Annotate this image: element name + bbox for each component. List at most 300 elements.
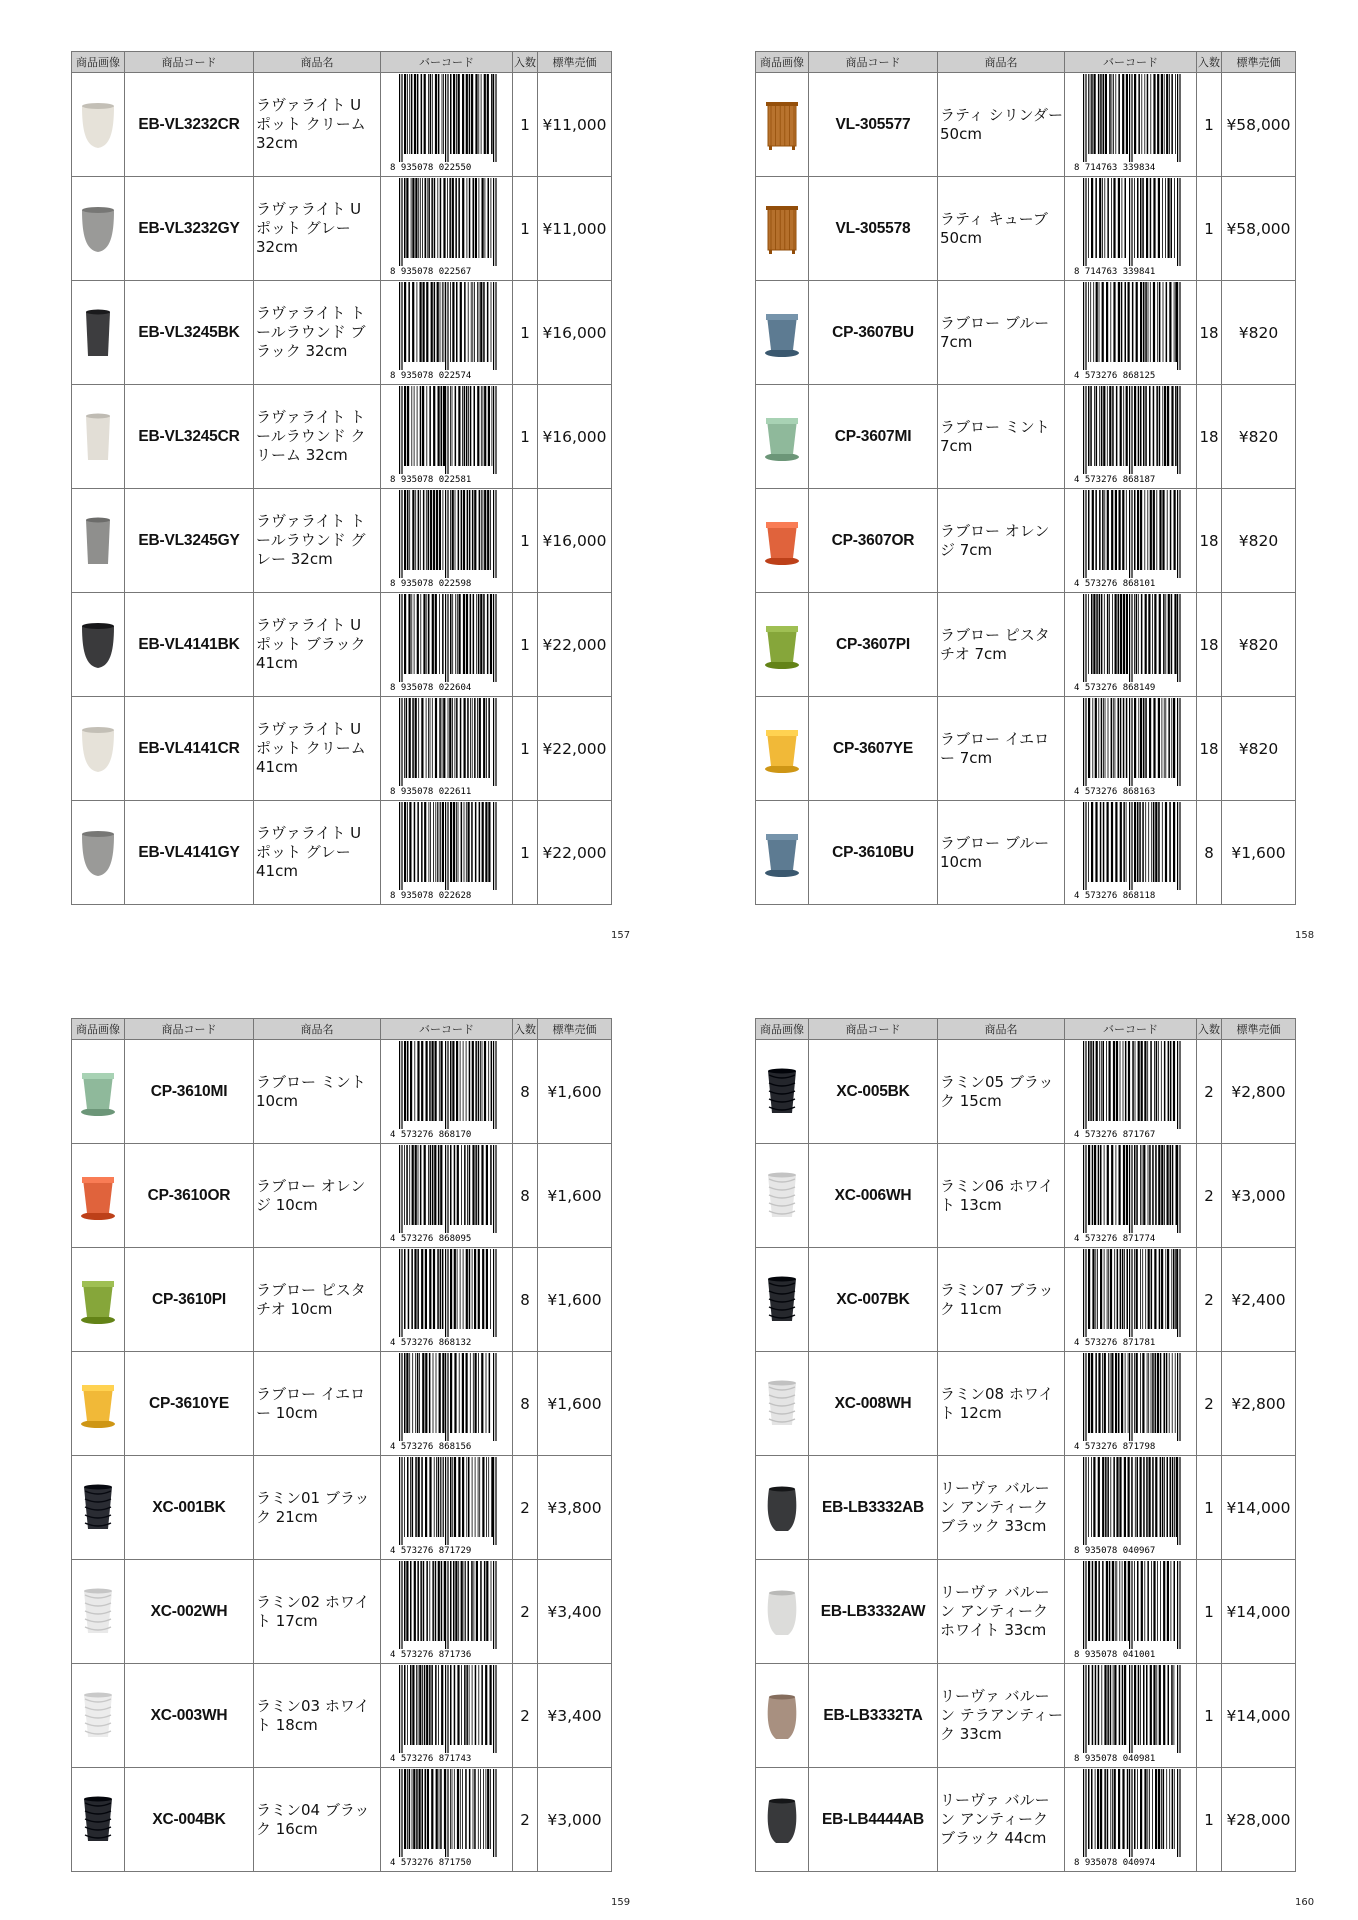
barcode bbox=[388, 1249, 506, 1347]
product-code: CP-3610MI bbox=[125, 1040, 254, 1144]
header-price: 標準売価 bbox=[538, 52, 612, 73]
product-image bbox=[76, 1585, 120, 1639]
product-image-cell bbox=[756, 1352, 809, 1456]
product-image-cell bbox=[72, 697, 125, 801]
product-image-cell bbox=[756, 801, 809, 905]
product-image-cell bbox=[756, 1248, 809, 1352]
product-image bbox=[76, 98, 120, 152]
product-image bbox=[760, 202, 804, 256]
barcode bbox=[1072, 1353, 1190, 1451]
standard-price: ¥14,000 bbox=[1222, 1664, 1296, 1768]
barcode-number: 8 935078 022604 bbox=[389, 682, 471, 692]
product-name: ラブロー ブルー 10cm bbox=[938, 801, 1065, 905]
product-code: CP-3607MI bbox=[809, 385, 938, 489]
header-price: 標準売価 bbox=[1222, 52, 1296, 73]
product-image-cell bbox=[72, 281, 125, 385]
barcode-cell bbox=[1065, 177, 1197, 281]
pack-quantity: 8 bbox=[513, 1352, 538, 1456]
page-number: 157 bbox=[611, 930, 631, 941]
product-image-cell bbox=[72, 1144, 125, 1248]
header-qty: 入数 bbox=[513, 1019, 538, 1040]
table-row bbox=[756, 177, 1296, 281]
barcode-number: 4 573276 871750 bbox=[389, 1857, 471, 1867]
barcode-number: 4 573276 871781 bbox=[1073, 1337, 1155, 1347]
product-name: ラヴァライト トールラウンド グレー 32cm bbox=[254, 489, 381, 593]
table-row bbox=[756, 385, 1296, 489]
product-image bbox=[76, 202, 120, 256]
barcode-cell bbox=[1065, 697, 1197, 801]
barcode-number: 4 573276 871736 bbox=[389, 1649, 471, 1659]
barcode bbox=[1072, 1457, 1190, 1555]
product-code: EB-LB3332TA bbox=[809, 1664, 938, 1768]
barcode-cell bbox=[381, 281, 513, 385]
product-code: XC-005BK bbox=[809, 1040, 938, 1144]
barcode-cell bbox=[1065, 489, 1197, 593]
standard-price: ¥820 bbox=[1222, 697, 1296, 801]
barcode-number: 4 573276 871729 bbox=[389, 1545, 471, 1555]
header-image: 商品画像 bbox=[756, 1019, 809, 1040]
standard-price: ¥11,000 bbox=[538, 73, 612, 177]
table-row bbox=[756, 73, 1296, 177]
table-row bbox=[72, 593, 612, 697]
barcode-cell bbox=[381, 801, 513, 905]
product-image bbox=[760, 1689, 804, 1743]
table-row bbox=[72, 697, 612, 801]
header-code: 商品コード bbox=[125, 1019, 254, 1040]
pack-quantity: 1 bbox=[1197, 1768, 1222, 1872]
product-code: CP-3610PI bbox=[125, 1248, 254, 1352]
product-image-cell bbox=[756, 1144, 809, 1248]
product-name: ラヴァライト U ポット クリーム 41cm bbox=[254, 697, 381, 801]
table-row bbox=[72, 1144, 612, 1248]
table-row bbox=[72, 1040, 612, 1144]
product-table bbox=[755, 51, 1296, 905]
product-image bbox=[76, 1169, 120, 1223]
product-image-cell bbox=[72, 177, 125, 281]
table-row bbox=[72, 489, 612, 593]
standard-price: ¥16,000 bbox=[538, 385, 612, 489]
header-price: 標準売価 bbox=[538, 1019, 612, 1040]
product-image bbox=[76, 514, 120, 568]
table-row bbox=[72, 177, 612, 281]
barcode bbox=[1072, 74, 1190, 172]
barcode-cell bbox=[1065, 801, 1197, 905]
standard-price: ¥16,000 bbox=[538, 489, 612, 593]
barcode bbox=[388, 1665, 506, 1763]
product-image-cell bbox=[72, 1352, 125, 1456]
barcode-cell bbox=[1065, 73, 1197, 177]
header-code: 商品コード bbox=[809, 1019, 938, 1040]
standard-price: ¥3,400 bbox=[538, 1664, 612, 1768]
header-qty: 入数 bbox=[1197, 52, 1222, 73]
table-row bbox=[756, 1352, 1296, 1456]
header-price: 標準売価 bbox=[1222, 1019, 1296, 1040]
pack-quantity: 2 bbox=[513, 1664, 538, 1768]
pack-quantity: 1 bbox=[513, 385, 538, 489]
standard-price: ¥2,400 bbox=[1222, 1248, 1296, 1352]
barcode bbox=[388, 698, 506, 796]
product-code: EB-VL3245BK bbox=[125, 281, 254, 385]
table-row bbox=[756, 489, 1296, 593]
barcode-number: 4 573276 871798 bbox=[1073, 1441, 1155, 1451]
pack-quantity: 1 bbox=[513, 489, 538, 593]
product-image bbox=[760, 1169, 804, 1223]
product-image-cell bbox=[756, 489, 809, 593]
product-image-cell bbox=[72, 1768, 125, 1872]
barcode-number: 8 935078 022567 bbox=[389, 266, 471, 276]
product-image-cell bbox=[72, 1560, 125, 1664]
product-code: XC-002WH bbox=[125, 1560, 254, 1664]
barcode-cell bbox=[1065, 1144, 1197, 1248]
product-name: ラブロー ミント 7cm bbox=[938, 385, 1065, 489]
header-barcode: バーコード bbox=[1065, 1019, 1197, 1040]
product-image bbox=[760, 306, 804, 360]
product-image-cell bbox=[72, 489, 125, 593]
page-number: 160 bbox=[1295, 1897, 1315, 1908]
barcode-cell bbox=[1065, 1768, 1197, 1872]
catalog-page bbox=[755, 51, 1295, 905]
product-image-cell bbox=[756, 177, 809, 281]
standard-price: ¥1,600 bbox=[538, 1248, 612, 1352]
product-name: ラヴァライト トールラウンド ブラック 32cm bbox=[254, 281, 381, 385]
barcode bbox=[388, 1769, 506, 1867]
page-number: 158 bbox=[1295, 930, 1315, 941]
barcode-number: 8 935078 022574 bbox=[389, 370, 471, 380]
product-image-cell bbox=[756, 1560, 809, 1664]
product-code: EB-VL4141GY bbox=[125, 801, 254, 905]
pack-quantity: 18 bbox=[1197, 489, 1222, 593]
header-qty: 入数 bbox=[513, 52, 538, 73]
barcode-cell bbox=[381, 1040, 513, 1144]
product-image bbox=[760, 1065, 804, 1119]
barcode-number: 8 714763 339834 bbox=[1073, 162, 1155, 172]
product-code: EB-VL3232CR bbox=[125, 73, 254, 177]
header-name: 商品名 bbox=[938, 1019, 1065, 1040]
barcode-number: 8 714763 339841 bbox=[1073, 266, 1155, 276]
barcode bbox=[1072, 1561, 1190, 1659]
pack-quantity: 8 bbox=[513, 1040, 538, 1144]
product-code: XC-004BK bbox=[125, 1768, 254, 1872]
barcode-number: 4 573276 871774 bbox=[1073, 1233, 1155, 1243]
product-code: EB-VL3232GY bbox=[125, 177, 254, 281]
barcode-cell bbox=[381, 1560, 513, 1664]
product-name: ラミン06 ホワイト 13cm bbox=[938, 1144, 1065, 1248]
barcode-cell bbox=[381, 1144, 513, 1248]
barcode-number: 8 935078 022581 bbox=[389, 474, 471, 484]
product-image-cell bbox=[72, 801, 125, 905]
barcode bbox=[1072, 1249, 1190, 1347]
product-name: リーヴァ バルーン アンティーク ホワイト 33cm bbox=[938, 1560, 1065, 1664]
table-header-row bbox=[72, 1019, 612, 1040]
standard-price: ¥1,600 bbox=[538, 1352, 612, 1456]
standard-price: ¥820 bbox=[1222, 489, 1296, 593]
barcode bbox=[1072, 594, 1190, 692]
pack-quantity: 1 bbox=[513, 697, 538, 801]
product-name: ラミン05 ブラック 15cm bbox=[938, 1040, 1065, 1144]
header-code: 商品コード bbox=[809, 52, 938, 73]
barcode bbox=[388, 1561, 506, 1659]
product-name: ラブロー オレンジ 10cm bbox=[254, 1144, 381, 1248]
barcode-number: 4 573276 868170 bbox=[389, 1129, 471, 1139]
barcode-number: 8 935078 022598 bbox=[389, 578, 471, 588]
table-row bbox=[72, 801, 612, 905]
standard-price: ¥14,000 bbox=[1222, 1456, 1296, 1560]
header-image: 商品画像 bbox=[72, 52, 125, 73]
product-code: EB-VL3245GY bbox=[125, 489, 254, 593]
standard-price: ¥58,000 bbox=[1222, 73, 1296, 177]
product-image bbox=[76, 1065, 120, 1119]
table-row bbox=[756, 1144, 1296, 1248]
header-name: 商品名 bbox=[254, 1019, 381, 1040]
standard-price: ¥22,000 bbox=[538, 697, 612, 801]
product-code: XC-001BK bbox=[125, 1456, 254, 1560]
product-image-cell bbox=[72, 1456, 125, 1560]
product-name: ラブロー ピスタチオ 10cm bbox=[254, 1248, 381, 1352]
standard-price: ¥820 bbox=[1222, 593, 1296, 697]
barcode-number: 8 935078 040974 bbox=[1073, 1857, 1155, 1867]
barcode-number: 4 573276 868132 bbox=[389, 1337, 471, 1347]
product-image bbox=[76, 410, 120, 464]
standard-price: ¥1,600 bbox=[538, 1144, 612, 1248]
table-row bbox=[756, 1248, 1296, 1352]
product-image-cell bbox=[72, 1664, 125, 1768]
table-row bbox=[756, 1456, 1296, 1560]
product-image-cell bbox=[756, 73, 809, 177]
standard-price: ¥22,000 bbox=[538, 593, 612, 697]
header-name: 商品名 bbox=[254, 52, 381, 73]
table-body bbox=[72, 73, 612, 905]
standard-price: ¥11,000 bbox=[538, 177, 612, 281]
product-code: EB-LB4444AB bbox=[809, 1768, 938, 1872]
standard-price: ¥16,000 bbox=[538, 281, 612, 385]
barcode-number: 8 935078 041001 bbox=[1073, 1649, 1155, 1659]
pack-quantity: 1 bbox=[1197, 1560, 1222, 1664]
pack-quantity: 1 bbox=[1197, 1664, 1222, 1768]
product-image bbox=[760, 1377, 804, 1431]
barcode-cell bbox=[1065, 1040, 1197, 1144]
standard-price: ¥1,600 bbox=[1222, 801, 1296, 905]
product-name: ラブロー イエロー 7cm bbox=[938, 697, 1065, 801]
table-row bbox=[756, 801, 1296, 905]
product-table bbox=[71, 1018, 612, 1872]
product-code: EB-VL4141CR bbox=[125, 697, 254, 801]
header-code: 商品コード bbox=[125, 52, 254, 73]
product-name: ラブロー ブルー 7cm bbox=[938, 281, 1065, 385]
barcode-number: 4 573276 868187 bbox=[1073, 474, 1155, 484]
catalog-page bbox=[71, 51, 611, 905]
product-code: CP-3610BU bbox=[809, 801, 938, 905]
standard-price: ¥22,000 bbox=[538, 801, 612, 905]
product-image bbox=[76, 826, 120, 880]
barcode bbox=[388, 490, 506, 588]
barcode-number: 4 573276 868125 bbox=[1073, 370, 1155, 380]
product-image bbox=[760, 1481, 804, 1535]
barcode-number: 8 935078 040981 bbox=[1073, 1753, 1155, 1763]
product-code: EB-VL4141BK bbox=[125, 593, 254, 697]
product-name: ラヴァライト トールラウンド クリーム 32cm bbox=[254, 385, 381, 489]
catalog-page bbox=[755, 1018, 1295, 1872]
table-row bbox=[756, 1768, 1296, 1872]
product-image bbox=[76, 722, 120, 776]
barcode bbox=[388, 1353, 506, 1451]
pack-quantity: 2 bbox=[1197, 1144, 1222, 1248]
barcode-number: 4 573276 868163 bbox=[1073, 786, 1155, 796]
barcode bbox=[1072, 490, 1190, 588]
table-row bbox=[72, 1768, 612, 1872]
barcode-cell bbox=[381, 1768, 513, 1872]
product-name: ラヴァライト U ポット グレー 32cm bbox=[254, 177, 381, 281]
product-name: ラブロー ピスタチオ 7cm bbox=[938, 593, 1065, 697]
product-code: XC-003WH bbox=[125, 1664, 254, 1768]
barcode bbox=[1072, 1145, 1190, 1243]
pack-quantity: 8 bbox=[513, 1144, 538, 1248]
product-name: ラミン03 ホワイト 18cm bbox=[254, 1664, 381, 1768]
barcode-cell bbox=[1065, 1248, 1197, 1352]
barcode-cell bbox=[381, 73, 513, 177]
barcode bbox=[388, 282, 506, 380]
barcode-cell bbox=[1065, 1352, 1197, 1456]
barcode bbox=[388, 594, 506, 692]
product-image bbox=[76, 1273, 120, 1327]
pack-quantity: 1 bbox=[1197, 177, 1222, 281]
pack-quantity: 1 bbox=[513, 801, 538, 905]
header-barcode: バーコード bbox=[381, 1019, 513, 1040]
product-image-cell bbox=[756, 1664, 809, 1768]
barcode bbox=[1072, 1041, 1190, 1139]
standard-price: ¥820 bbox=[1222, 385, 1296, 489]
table-row bbox=[72, 1248, 612, 1352]
product-name: ラミン04 ブラック 16cm bbox=[254, 1768, 381, 1872]
pack-quantity: 18 bbox=[1197, 697, 1222, 801]
product-image-cell bbox=[756, 697, 809, 801]
pack-quantity: 1 bbox=[1197, 73, 1222, 177]
barcode-number: 4 573276 868118 bbox=[1073, 890, 1155, 900]
table-row bbox=[756, 697, 1296, 801]
barcode bbox=[388, 178, 506, 276]
pack-quantity: 8 bbox=[513, 1248, 538, 1352]
table-row bbox=[72, 1664, 612, 1768]
table-row bbox=[756, 1040, 1296, 1144]
barcode-cell bbox=[381, 489, 513, 593]
barcode-number: 8 935078 022628 bbox=[389, 890, 471, 900]
barcode-number: 8 935078 022550 bbox=[389, 162, 471, 172]
header-image: 商品画像 bbox=[72, 1019, 125, 1040]
table-row bbox=[72, 385, 612, 489]
product-image-cell bbox=[72, 1248, 125, 1352]
table-body bbox=[756, 73, 1296, 905]
table-header-row bbox=[72, 52, 612, 73]
product-name: ラミン01 ブラック 21cm bbox=[254, 1456, 381, 1560]
pack-quantity: 18 bbox=[1197, 593, 1222, 697]
barcode bbox=[1072, 802, 1190, 900]
product-code: VL-305578 bbox=[809, 177, 938, 281]
standard-price: ¥1,600 bbox=[538, 1040, 612, 1144]
catalog-page bbox=[71, 1018, 611, 1872]
barcode-cell bbox=[1065, 385, 1197, 489]
pack-quantity: 1 bbox=[513, 177, 538, 281]
product-image-cell bbox=[756, 385, 809, 489]
product-code: CP-3607YE bbox=[809, 697, 938, 801]
product-image-cell bbox=[72, 593, 125, 697]
product-image-cell bbox=[72, 385, 125, 489]
product-code: CP-3607PI bbox=[809, 593, 938, 697]
product-code: CP-3607BU bbox=[809, 281, 938, 385]
pack-quantity: 2 bbox=[513, 1456, 538, 1560]
barcode bbox=[1072, 178, 1190, 276]
standard-price: ¥2,800 bbox=[1222, 1352, 1296, 1456]
standard-price: ¥3,400 bbox=[538, 1560, 612, 1664]
product-image bbox=[76, 1793, 120, 1847]
product-image bbox=[760, 98, 804, 152]
product-name: リーヴァ バルーン アンティーク ブラック 44cm bbox=[938, 1768, 1065, 1872]
barcode bbox=[1072, 386, 1190, 484]
barcode-number: 8 935078 040967 bbox=[1073, 1545, 1155, 1555]
barcode bbox=[1072, 698, 1190, 796]
product-image bbox=[760, 1273, 804, 1327]
table-row bbox=[756, 593, 1296, 697]
pack-quantity: 1 bbox=[513, 593, 538, 697]
product-name: ラブロー ミント 10cm bbox=[254, 1040, 381, 1144]
barcode-cell bbox=[1065, 281, 1197, 385]
product-image bbox=[760, 826, 804, 880]
barcode-cell bbox=[381, 593, 513, 697]
product-image bbox=[76, 618, 120, 672]
barcode bbox=[1072, 1769, 1190, 1867]
table-row bbox=[72, 1456, 612, 1560]
product-code: XC-008WH bbox=[809, 1352, 938, 1456]
product-code: EB-LB3332AB bbox=[809, 1456, 938, 1560]
product-table bbox=[71, 51, 612, 905]
barcode-cell bbox=[381, 1248, 513, 1352]
standard-price: ¥28,000 bbox=[1222, 1768, 1296, 1872]
barcode-cell bbox=[1065, 1456, 1197, 1560]
product-name: リーヴァ バルーン アンティーク ブラック 33cm bbox=[938, 1456, 1065, 1560]
product-name: ラティ シリンダー 50cm bbox=[938, 73, 1065, 177]
product-image-cell bbox=[756, 281, 809, 385]
table-body bbox=[756, 1040, 1296, 1872]
barcode-number: 4 573276 868156 bbox=[389, 1441, 471, 1451]
barcode-cell bbox=[1065, 593, 1197, 697]
product-name: ラブロー イエロー 10cm bbox=[254, 1352, 381, 1456]
barcode-cell bbox=[381, 1456, 513, 1560]
pack-quantity: 2 bbox=[513, 1560, 538, 1664]
barcode-cell bbox=[381, 385, 513, 489]
pack-quantity: 2 bbox=[1197, 1248, 1222, 1352]
pack-quantity: 8 bbox=[1197, 801, 1222, 905]
barcode bbox=[388, 1145, 506, 1243]
product-image bbox=[760, 722, 804, 776]
standard-price: ¥3,000 bbox=[1222, 1144, 1296, 1248]
barcode bbox=[1072, 1665, 1190, 1763]
barcode bbox=[388, 1041, 506, 1139]
table-row bbox=[72, 1352, 612, 1456]
product-code: CP-3610YE bbox=[125, 1352, 254, 1456]
product-image-cell bbox=[756, 1040, 809, 1144]
product-name: ラヴァライト U ポット グレー 41cm bbox=[254, 801, 381, 905]
product-name: ラヴァライト U ポット ブラック 41cm bbox=[254, 593, 381, 697]
table-row bbox=[72, 281, 612, 385]
barcode bbox=[388, 74, 506, 172]
pack-quantity: 2 bbox=[513, 1768, 538, 1872]
product-name: リーヴァ バルーン テラアンティーク 33cm bbox=[938, 1664, 1065, 1768]
product-image-cell bbox=[756, 1456, 809, 1560]
barcode-number: 4 573276 871743 bbox=[389, 1753, 471, 1763]
barcode-cell bbox=[381, 1664, 513, 1768]
table-row bbox=[756, 281, 1296, 385]
pack-quantity: 1 bbox=[513, 281, 538, 385]
product-name: ラミン08 ホワイト 12cm bbox=[938, 1352, 1065, 1456]
barcode-cell bbox=[1065, 1560, 1197, 1664]
